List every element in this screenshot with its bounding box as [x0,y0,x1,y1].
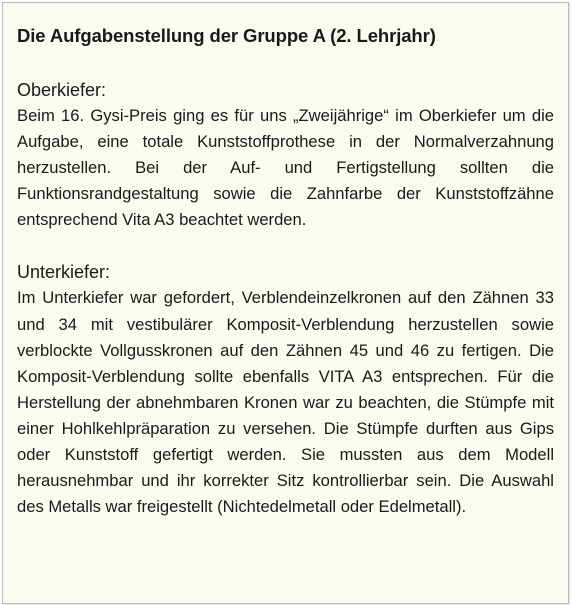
info-box [2,2,569,604]
section-text-unterkiefer: Im Unterkiefer war gefordert, Verblendeinzelkronen auf den Zähnen 33 und 34 mit vestibulärer Komposit-Verblendung herzustellen sowie verblockte Vollgusskronen auf den Zähnen 45 und 46 zu fertigen. Die Komposit-Verblendung sollte ebenfalls VITA A3 entsprechen. Für die Herstellung der abnehmbaren Kronen war zu beachten, die Stümpfe mit einer Hohlkehlpräparation zu versehen. Die Stümpfe durften aus Gips oder Kunststoff gefertigt werden. Sie mussten aus dem Modell herausnehmbar und ihr korrekter Sitz kontrollierbar sein. Die Auswahl des Metalls war freigestellt (Nichtedelmetall oder Edelmetall). [17,288,554,517]
section-heading-oberkiefer: Oberkiefer: [17,80,107,100]
info-box-content [17,23,554,520]
section-oberkiefer [17,77,554,233]
section-heading-unterkiefer: Unterkiefer: [17,262,111,283]
section-text-oberkiefer: Beim 16. Gysi-Preis ging es für uns „Zweijährige“ im Oberkiefer um die Aufgabe, eine totale Kunststoffprothese in der Normalverzahnung herzustellen. Bei der Auf- und Fertigstellung sollten die Funktionsrandgestaltung sowie die Zahnfarbe der Kunststoffzähne entsprechend Vita A3 beachtet werden. [17,106,554,230]
box-title: Die Aufgabenstellung der Gruppe A (2. Lehrjahr) [17,25,436,46]
section-unterkiefer [17,259,554,520]
